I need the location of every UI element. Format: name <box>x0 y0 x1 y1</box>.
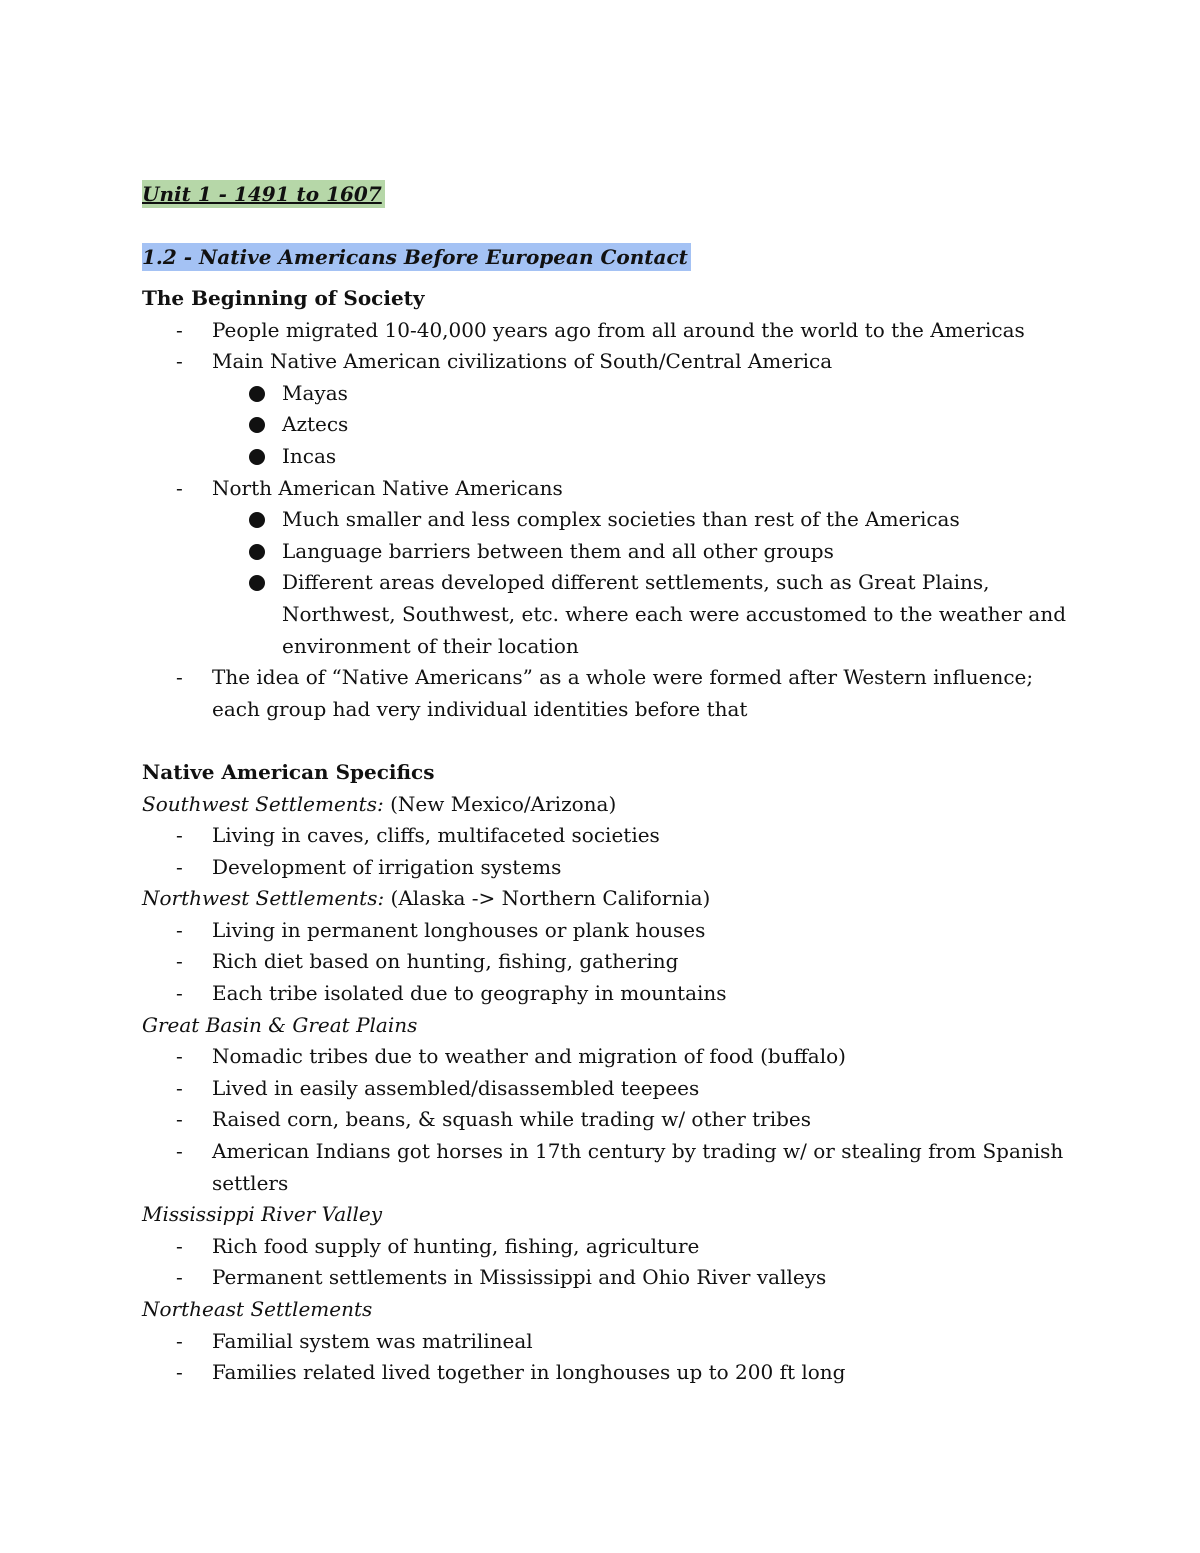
dash-marker: - <box>176 981 183 1006</box>
dash-marker: - <box>176 1360 183 1385</box>
list-item-text: Families related lived together in longhouses up to 200 ft long <box>212 1360 846 1385</box>
paragraph-gap <box>142 725 1072 757</box>
subheading-label: Northwest Settlements: <box>142 886 385 911</box>
bullet-icon <box>249 417 265 433</box>
list-item-text: Living in caves, cliffs, multifaceted societies <box>212 823 660 848</box>
list-item-text: Nomadic tribes due to weather and migration of food (buffalo) <box>212 1044 846 1069</box>
subheading-note: (Alaska -> Northern California) <box>384 886 711 911</box>
list-item <box>142 1041 1072 1073</box>
bullet-item-text: Language barriers between them and all other groups <box>282 538 834 563</box>
list-item-text: Lived in easily assembled/disassembled teepees <box>212 1075 700 1100</box>
list-item-text: People migrated 10-40,000 years ago from all around the world to the Americas <box>212 317 1025 342</box>
bullet-item-text: Mayas <box>282 380 348 405</box>
list-item <box>142 946 1072 978</box>
list-item <box>142 1104 1072 1136</box>
bullet-item-text: Aztecs <box>282 412 349 437</box>
dash-marker: - <box>176 823 183 848</box>
bullet-item <box>142 567 1072 662</box>
dash-marker: - <box>176 854 183 879</box>
northeast-subheading: Northeast Settlements <box>142 1297 373 1321</box>
section-title: 1.2 - Native Americans Before European Contact <box>142 243 691 271</box>
list-item-text: Main Native American civilizations of South/Central America <box>212 349 833 374</box>
list-item <box>142 662 1072 725</box>
list-item <box>142 915 1072 947</box>
dash-marker: - <box>176 475 183 500</box>
list-item-text: Rich food supply of hunting, fishing, agriculture <box>212 1233 700 1258</box>
unit-title: Unit 1 - 1491 to 1607 <box>142 180 385 208</box>
subheading-label: Southwest Settlements: <box>142 791 384 816</box>
list-item <box>142 1326 1072 1358</box>
northwest-subheading <box>142 883 1072 915</box>
bullet-item-text: Different areas developed different settlements, such as Great Plains, Northwest, Southwest, etc. where each were accustomed to the weather and environment of their location <box>282 570 1067 658</box>
list-item-text: Each tribe isolated due to geography in mountains <box>212 981 727 1006</box>
bullet-item <box>142 441 1072 473</box>
bullet-item-text: Much smaller and less complex societies than rest of the Americas <box>282 507 960 532</box>
list-item-text: American Indians got horses in 17th century by trading w/ or stealing from Spanish settlers <box>212 1139 1064 1195</box>
bullet-item <box>142 378 1072 410</box>
list-item <box>142 820 1072 852</box>
list-item <box>142 315 1072 347</box>
plains-subheading: Great Basin & Great Plains <box>142 1012 418 1037</box>
bullet-item <box>142 504 1072 536</box>
list-item <box>142 1262 1072 1294</box>
beginning-heading: The Beginning of Society <box>142 286 425 310</box>
dash-marker: - <box>176 1107 183 1132</box>
bullet-icon <box>249 449 265 465</box>
list-item <box>142 1231 1072 1263</box>
dash-marker: - <box>176 1233 183 1258</box>
list-item <box>142 1136 1072 1199</box>
list-item <box>142 1073 1072 1105</box>
dash-marker: - <box>176 1075 183 1100</box>
southwest-subheading <box>142 789 1072 821</box>
dash-marker: - <box>176 917 183 942</box>
dash-marker: - <box>176 1139 183 1164</box>
mississippi-subheading: Mississippi River Valley <box>142 1202 383 1227</box>
dash-marker: - <box>176 949 183 974</box>
list-item-text: Raised corn, beans, & squash while trading w/ other tribes <box>212 1107 812 1132</box>
list-item-text: Permanent settlements in Mississippi and Ohio River valleys <box>212 1265 827 1290</box>
bullet-icon <box>249 386 265 402</box>
list-item <box>142 1357 1072 1389</box>
dash-marker: - <box>176 317 183 342</box>
dash-marker: - <box>176 665 183 690</box>
subheading-note: (New Mexico/Arizona) <box>383 791 617 816</box>
list-item <box>142 852 1072 884</box>
list-item-text: North American Native Americans <box>212 475 563 500</box>
bullet-icon <box>249 544 265 560</box>
dash-marker: - <box>176 1044 183 1069</box>
dash-marker: - <box>176 1265 183 1290</box>
list-item <box>142 346 1072 378</box>
specifics-heading: Native American Specifics <box>142 759 435 784</box>
list-item-text: Development of irrigation systems <box>212 854 562 879</box>
list-item-text: Rich diet based on hunting, fishing, gathering <box>212 949 679 974</box>
bullet-item <box>142 536 1072 568</box>
dash-marker: - <box>176 1328 183 1353</box>
list-item <box>142 473 1072 505</box>
bullet-item <box>142 409 1072 441</box>
dash-marker: - <box>176 349 183 374</box>
bullet-icon <box>249 512 265 528</box>
document-body <box>142 283 1072 1389</box>
list-item-text: The idea of “Native Americans” as a whole were formed after Western influence; each group had very individual identities before that <box>212 665 1034 721</box>
bullet-item-text: Incas <box>282 443 337 468</box>
list-item-text: Living in permanent longhouses or plank houses <box>212 917 706 942</box>
list-item-text: Familial system was matrilineal <box>212 1328 533 1353</box>
list-item <box>142 978 1072 1010</box>
bullet-icon <box>249 575 265 591</box>
